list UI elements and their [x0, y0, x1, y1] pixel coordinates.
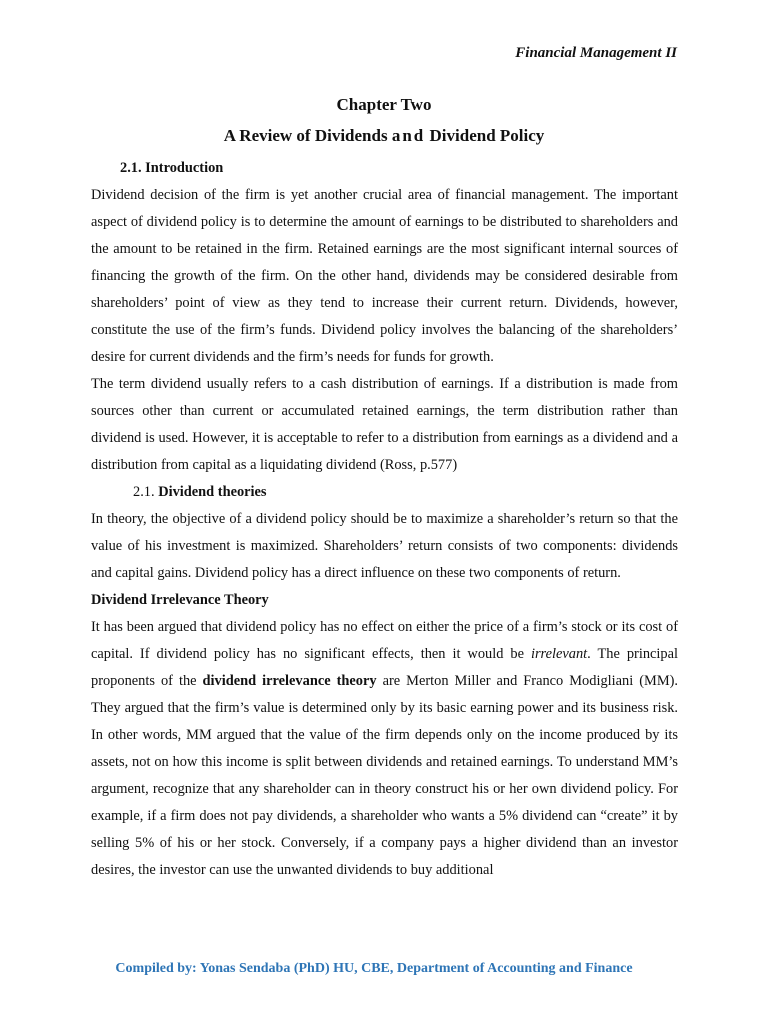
irrelevance-text-a: It has been argued that dividend policy has no effect on either the price of a firm’s stock or its cost of capital. If dividend policy has no significant effects, then it would be: [91, 619, 678, 662]
chapter-subtitle-part1: A Review of Dividends: [223, 126, 392, 145]
section-heading-introduction: 2.1. Introduction: [120, 160, 224, 176]
section-heading-dividend-theories: [91, 479, 678, 506]
footer-compiled-by: Compiled by: Yonas Sendaba (PhD) HU, CBE, Department of Accounting and Finance: [115, 961, 633, 976]
section-heading-irrelevance-theory: Dividend Irrelevance Theory: [91, 592, 269, 608]
paragraph-intro-2: The term dividend usually refers to a cash distribution of earnings. If a distribution is made from sources other than current or accumulated retained earnings, the term distribution rather than dividend is used. However, it is acceptable to refer to a distribution from earnings as a dividend and a distribution from capital as a liquidating dividend (Ross, p.577): [91, 376, 678, 473]
chapter-subtitle-and: and: [391, 126, 426, 145]
irrelevance-bold: dividend irrelevance theory: [202, 673, 377, 689]
section-number: 2.1.: [133, 484, 155, 500]
paragraph-theories-1: In theory, the objective of a dividend policy should be to maximize a shareholder’s return so that the value of his investment is maximized. Shareholders’ return consists of two components: dividends and capital gains. Dividend policy has a direct influence on these two components of return.: [91, 511, 678, 581]
running-header: Financial Management II: [515, 45, 677, 61]
paragraph-intro-1: Dividend decision of the firm is yet another crucial area of financial management. The important aspect of dividend policy is to determine the amount of earnings to be distributed to shareholders and the amount to be retained in the firm. Retained earnings are the most significant internal sources of financing the growth of the firm. On the other hand, dividends may be considered desirable from shareholders’ point of view as they tend to increase their current return. Dividends, however, constitute the use of the firm’s funds. Dividend policy involves the balancing of the shareholders’ desire for current dividends and the firm’s needs for funds for growth.: [91, 187, 678, 365]
irrelevance-text-c: are Merton Miller and Franco Modigliani (MM). They argued that the firm’s value is determined only by its basic earning power and its business risk. In other words, MM argued that the value of the firm depends only on the income produced by its assets, not on how this income is split between dividends and retained earnings. To understand MM’s argument, recognize that any shareholder can in theory construct his or her own dividend policy. For example, if a firm does not pay dividends, a shareholder who wants a 5% dividend can “create” it by selling 5% of his or her stock. Conversely, if a company pays a higher dividend than an investor desires, the investor can use the unwanted dividends to buy additional: [91, 673, 679, 878]
chapter-subtitle-part2: Dividend Policy: [425, 126, 545, 145]
irrelevance-text-b: . The principal proponents of the: [91, 646, 678, 689]
irrelevance-italic: irrelevant: [530, 646, 588, 662]
chapter-subtitle: [0, 126, 768, 146]
body-text: [91, 155, 678, 884]
paragraph-irrelevance-1: [91, 614, 678, 884]
chapter-title: Chapter Two: [336, 95, 432, 114]
section-title: Dividend theories: [158, 484, 267, 500]
